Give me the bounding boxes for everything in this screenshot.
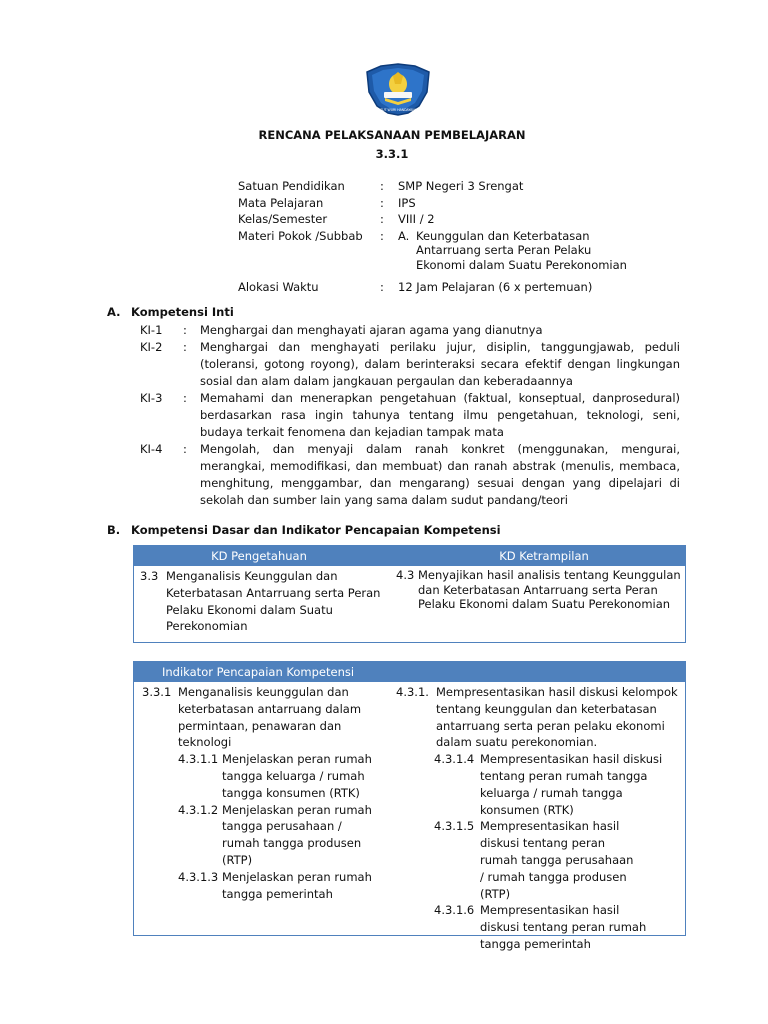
ipk-right-column bbox=[396, 684, 682, 953]
ipk-sub-text: Mempresentasikan hasil diskusi tentang peran rumah tangga pemerintah bbox=[480, 903, 647, 951]
ipk-sub-text: Menjelaskan peran rumah tangga perusahaan / rumah tangga produsen (RTP) bbox=[222, 802, 372, 867]
ki-code: KI-4 bbox=[140, 442, 163, 456]
ipk-sub-number: 4.3.1.6 bbox=[434, 903, 475, 918]
kd-pengetahuan-header: KD Pengetahuan bbox=[211, 549, 307, 563]
materi-line: Keunggulan dan Keterbatasan bbox=[416, 228, 590, 243]
ki-colon: : bbox=[183, 391, 187, 405]
meta-prefix: A. bbox=[398, 228, 410, 243]
ki-colon: : bbox=[183, 340, 187, 354]
meta-row-satuan bbox=[238, 178, 698, 195]
ipk-sub-item bbox=[142, 869, 387, 903]
ipk-left-column bbox=[142, 684, 387, 902]
ki-code: KI-1 bbox=[140, 323, 163, 337]
meta-colon: : bbox=[380, 179, 384, 193]
ipk-number: 4.3.1. bbox=[396, 685, 429, 699]
meta-row-materi bbox=[238, 228, 698, 279]
meta-colon: : bbox=[380, 195, 384, 210]
ki-text: Mengolah, dan menyaji dalam ranah konkret (menggunakan, mengurai, merangkai, memodifikasi, dan membuat) dan ranah abstrak (menulis, membaca, menghitung, menggambar, dan mengarang) sesuai dengan yang dipelajari di sekolah dan sumber lain yang sama dalam sudut pandang/teori bbox=[200, 442, 680, 507]
ki-text: Menghargai dan menghayati ajaran agama yang dianutnya bbox=[200, 323, 543, 337]
ipk-sub-text: Mempresentasikan hasil diskusi tentang peran rumah tangga perusahaan / rumah tangga produsen (RTP) bbox=[480, 819, 634, 901]
ipk-sub-item bbox=[396, 751, 682, 818]
meta-value-materi bbox=[416, 229, 706, 273]
ipk-number: 3.3.1 bbox=[142, 685, 172, 699]
meta-value: VIII / 2 bbox=[398, 212, 435, 226]
section-heading-a bbox=[107, 305, 234, 319]
ipk-text: Menganalisis keunggulan dan keterbatasan antarruang dalam permintaan, penawaran dan teknologi bbox=[178, 685, 362, 750]
ipk-sub-item bbox=[142, 751, 387, 801]
tut-wuri-handayani-logo bbox=[363, 62, 433, 116]
section-title: Kompetensi Dasar dan Indikator Pencapaian Kompetensi bbox=[131, 523, 501, 537]
kd-table-header bbox=[134, 546, 685, 566]
meta-colon: : bbox=[380, 212, 384, 226]
ki-colon: : bbox=[183, 323, 187, 337]
ipk-sub-item bbox=[396, 902, 682, 952]
ipk-sub-number: 4.3.1.1 bbox=[178, 752, 219, 767]
kd-text: Menyajikan hasil analisis tentang Keunggulan dan Keterbatasan Antarruang serta Peran Pelaku Ekonomi dalam Suatu Perekonomian bbox=[418, 568, 681, 611]
ipk-sub-number: 4.3.1.5 bbox=[434, 819, 475, 834]
meta-label: Materi Pokok /Subbab bbox=[238, 228, 363, 243]
ki-code: KI-2 bbox=[140, 340, 163, 354]
section-number: A. bbox=[107, 305, 121, 319]
kd-ketrampilan-cell bbox=[396, 568, 681, 612]
ipk-table bbox=[133, 661, 686, 951]
document-subtitle: 3.3.1 bbox=[375, 147, 409, 161]
meta-row-mapel bbox=[238, 195, 698, 212]
svg-text:TUT WURI HANDAYANI: TUT WURI HANDAYANI bbox=[380, 108, 416, 112]
section-title: Kompetensi Inti bbox=[131, 305, 234, 319]
meta-row-kelas bbox=[238, 211, 698, 228]
document-title: RENCANA PELAKSANAAN PEMBELAJARAN bbox=[258, 128, 526, 142]
meta-label: Kelas/Semester bbox=[238, 212, 328, 226]
identity-block bbox=[238, 178, 698, 295]
ipk-text: Mempresentasikan hasil diskusi kelompok tentang keunggulan dan keterbatasan antarruang serta peran pelaku ekonomi dalam suatu perekonomian. bbox=[436, 685, 678, 750]
section-number: B. bbox=[107, 523, 121, 537]
ipk-sub-number: 4.3.1.3 bbox=[178, 869, 219, 884]
ki-item bbox=[140, 322, 680, 339]
ki-item bbox=[140, 339, 680, 390]
kd-table bbox=[133, 545, 686, 643]
ipk-sub-number: 4.3.1.2 bbox=[178, 802, 219, 817]
section-heading-b bbox=[107, 523, 501, 537]
ki-code: KI-3 bbox=[140, 391, 163, 405]
ipk-sub-item bbox=[396, 818, 682, 902]
ipk-sub-text: Menjelaskan peran rumah tangga pemerintah bbox=[222, 869, 372, 901]
ipk-sub-text: Menjelaskan peran rumah tangga keluarga / rumah tangga konsumen (RTK) bbox=[222, 752, 372, 800]
ki-item bbox=[140, 441, 680, 509]
ipk-sub-number: 4.3.1.4 bbox=[434, 752, 475, 767]
ki-item bbox=[140, 390, 680, 441]
materi-line: Ekonomi dalam Suatu Perekonomian bbox=[416, 258, 627, 273]
kd-number: 3.3 bbox=[140, 569, 159, 583]
meta-label: Mata Pelajaran bbox=[238, 195, 324, 210]
kd-text: Menganalisis Keunggulan dan Keterbatasan Antarruang serta Peran Pelaku Ekonomi dalam Suatu Perekonomian bbox=[166, 569, 381, 634]
meta-colon: : bbox=[380, 279, 384, 294]
meta-label: Satuan Pendidikan bbox=[238, 179, 345, 193]
kompetensi-inti-list bbox=[140, 322, 680, 509]
kd-ketrampilan-header: KD Ketrampilan bbox=[499, 549, 589, 563]
ipk-sub-text: Mempresentasikan hasil diskusi tentang peran rumah tangga keluarga / rumah tangga konsumen (RTK) bbox=[480, 752, 663, 817]
materi-line: Antarruang serta Peran Pelaku bbox=[416, 243, 592, 258]
kd-number: 4.3 bbox=[396, 568, 415, 582]
meta-label: Alokasi Waktu bbox=[238, 279, 319, 294]
ki-text: Memahami dan menerapkan pengetahuan (faktual, konseptual, danprosedural) berdasarkan rasa ingin tahunya tentang ilmu pengetahuan, teknologi, seni, budaya terkait fenomena dan kejadian tampak mata bbox=[200, 391, 680, 439]
meta-value: IPS bbox=[398, 195, 416, 210]
ki-text: Menghargai dan menghayati perilaku jujur, disiplin, tanggungjawab, peduli (toleransi, gotong royong), dalam berinteraksi secara efektif dengan lingkungan sosial dan alam dalam jangkauan pergaulan dan keberadaannya bbox=[200, 340, 680, 388]
meta-colon: : bbox=[380, 228, 384, 243]
ipk-table-header bbox=[134, 662, 685, 682]
meta-value: SMP Negeri 3 Srengat bbox=[398, 179, 524, 193]
ipk-sub-item bbox=[142, 802, 387, 869]
ipk-header: Indikator Pencapaian Kompetensi bbox=[162, 665, 355, 679]
kd-pengetahuan-cell bbox=[140, 568, 385, 635]
meta-value: 12 Jam Pelajaran (6 x pertemuan) bbox=[398, 279, 593, 294]
meta-row-alokasi bbox=[238, 279, 698, 296]
ki-colon: : bbox=[183, 442, 187, 456]
